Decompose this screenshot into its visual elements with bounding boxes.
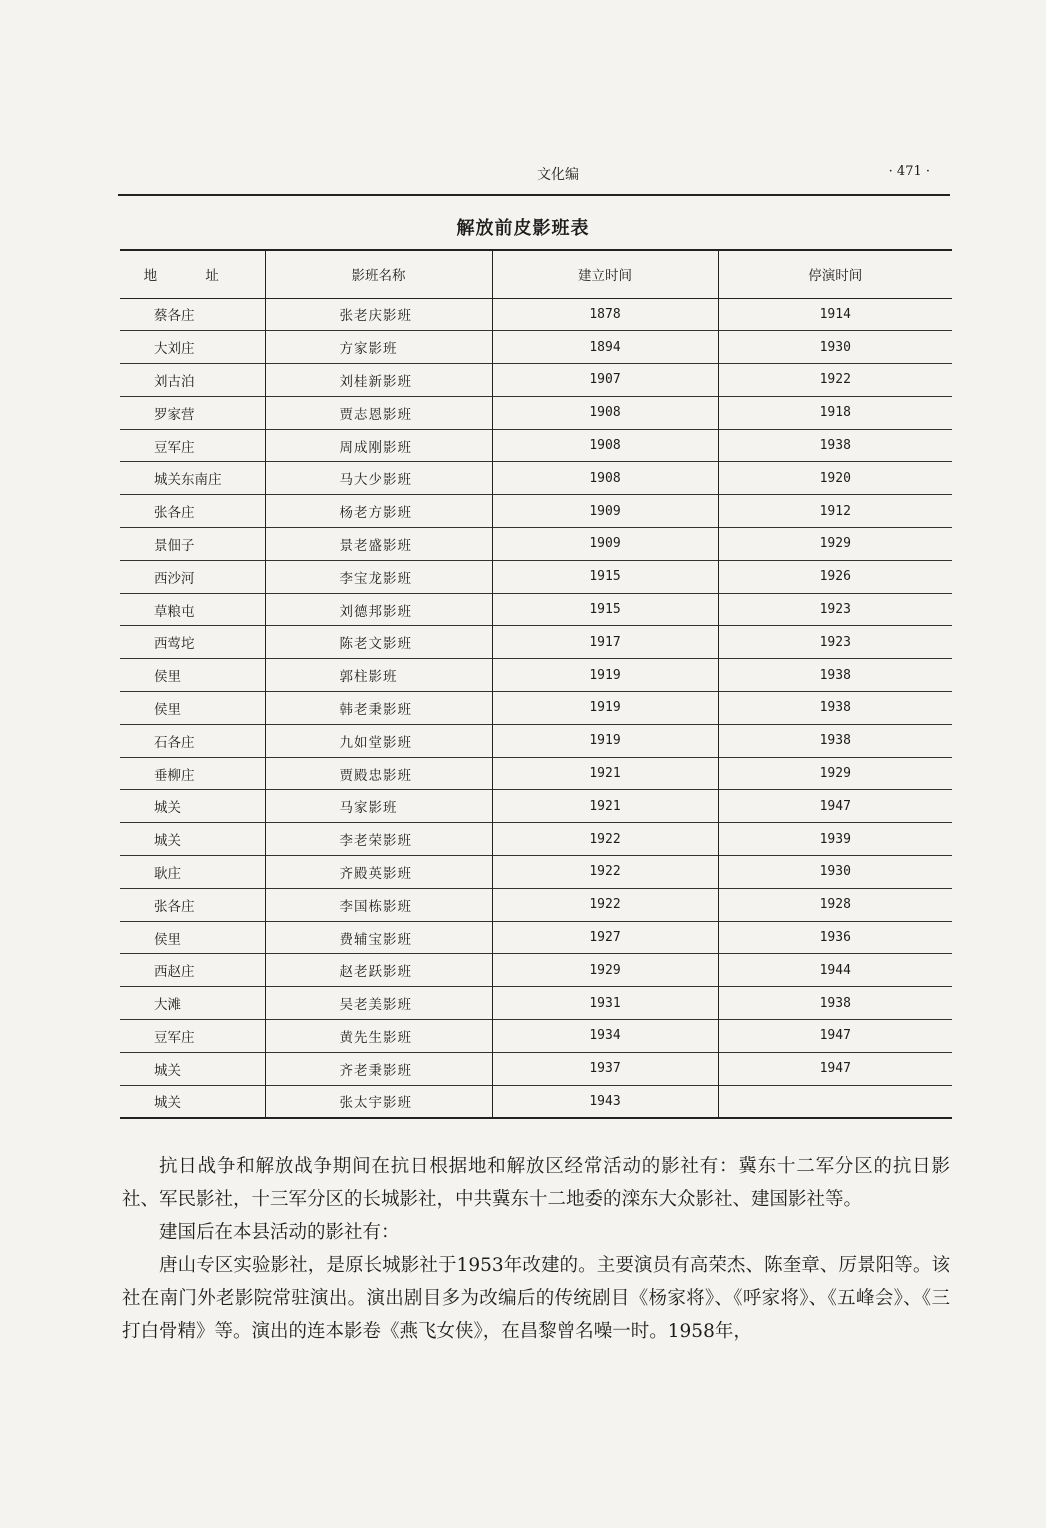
cell-ended: 1947 bbox=[718, 1052, 952, 1085]
table-row bbox=[120, 1020, 952, 1053]
cell-founded: 1921 bbox=[492, 757, 718, 790]
cell-troupe: 刘桂新影班 bbox=[265, 364, 492, 397]
cell-place: 大刘庄 bbox=[154, 341, 195, 358]
table-row bbox=[120, 1085, 952, 1118]
table-row bbox=[120, 790, 952, 823]
cell-troupe: 黄先生影班 bbox=[265, 1020, 492, 1053]
cell-founded: 1915 bbox=[492, 560, 718, 593]
body-text bbox=[122, 1150, 950, 1348]
cell-troupe: 马家影班 bbox=[265, 790, 492, 823]
cell-troupe: 齐老秉影班 bbox=[265, 1052, 492, 1085]
cell-ended: 1929 bbox=[718, 757, 952, 790]
cell-founded: 1929 bbox=[492, 954, 718, 987]
column-header-founded: 建立时间 bbox=[492, 250, 718, 298]
cell-troupe: 郭柱影班 bbox=[265, 659, 492, 692]
cell-place: 西赵庄 bbox=[154, 964, 195, 981]
table-body bbox=[120, 298, 952, 1118]
cell-ended: 1938 bbox=[718, 987, 952, 1020]
table-row bbox=[120, 429, 952, 462]
troupe-table bbox=[120, 249, 952, 1119]
cell-troupe: 李宝龙影班 bbox=[265, 560, 492, 593]
cell-founded: 1919 bbox=[492, 659, 718, 692]
cell-ended: 1938 bbox=[718, 724, 952, 757]
cell-founded: 1922 bbox=[492, 888, 718, 921]
cell-place: 西沙河 bbox=[154, 570, 195, 587]
cell-troupe: 吴老美影班 bbox=[265, 987, 492, 1020]
cell-troupe: 陈老文影班 bbox=[265, 626, 492, 659]
table-row bbox=[120, 528, 952, 561]
column-header-place: 地 址 bbox=[143, 268, 241, 285]
cell-place: 城关东南庄 bbox=[154, 472, 222, 489]
table-row bbox=[120, 396, 952, 429]
cell-place: 刘古泊 bbox=[154, 373, 195, 390]
cell-ended: 1936 bbox=[718, 921, 952, 954]
cell-ended bbox=[718, 1085, 952, 1118]
cell-ended: 1938 bbox=[718, 429, 952, 462]
page-number: · 471 · bbox=[888, 164, 930, 179]
cell-founded: 1921 bbox=[492, 790, 718, 823]
cell-ended: 1947 bbox=[718, 1020, 952, 1053]
cell-ended: 1922 bbox=[718, 364, 952, 397]
cell-troupe: 韩老秉影班 bbox=[265, 692, 492, 725]
cell-ended: 1912 bbox=[718, 495, 952, 528]
cell-ended: 1939 bbox=[718, 823, 952, 856]
table-row bbox=[120, 364, 952, 397]
running-header bbox=[118, 160, 950, 196]
table-row bbox=[120, 987, 952, 1020]
table-row bbox=[120, 692, 952, 725]
cell-place: 垂柳庄 bbox=[154, 767, 195, 784]
column-header-troupe: 影班名称 bbox=[265, 250, 492, 298]
cell-place: 大滩 bbox=[154, 997, 181, 1014]
cell-ended: 1923 bbox=[718, 593, 952, 626]
cell-troupe: 李老荣影班 bbox=[265, 823, 492, 856]
cell-ended: 1918 bbox=[718, 396, 952, 429]
table-row bbox=[120, 331, 952, 364]
cell-troupe: 费辅宝影班 bbox=[265, 921, 492, 954]
cell-place: 侯里 bbox=[154, 931, 181, 948]
cell-place: 城关 bbox=[154, 800, 181, 817]
cell-troupe: 张老庆影班 bbox=[265, 298, 492, 331]
cell-place: 侯里 bbox=[154, 701, 181, 718]
cell-founded: 1931 bbox=[492, 987, 718, 1020]
troupe-table-container bbox=[120, 249, 952, 1119]
table-title: 解放前皮影班表 bbox=[456, 218, 590, 239]
cell-troupe: 贾志恩影班 bbox=[265, 396, 492, 429]
cell-ended: 1926 bbox=[718, 560, 952, 593]
cell-founded: 1934 bbox=[492, 1020, 718, 1053]
cell-place: 张各庄 bbox=[154, 898, 195, 915]
paragraph: 抗日战争和解放战争期间在抗日根据地和解放区经常活动的影社有：冀东十二军分区的抗日影社、军民影社，十三军分区的长城影社，中共冀东十二地委的滦东大众影社、建国影社等。 bbox=[122, 1156, 950, 1210]
cell-troupe: 方家影班 bbox=[265, 331, 492, 364]
cell-founded: 1919 bbox=[492, 692, 718, 725]
cell-ended: 1944 bbox=[718, 954, 952, 987]
cell-ended: 1938 bbox=[718, 659, 952, 692]
cell-ended: 1938 bbox=[718, 692, 952, 725]
table-row bbox=[120, 626, 952, 659]
cell-place: 豆军庄 bbox=[154, 1029, 195, 1046]
cell-founded: 1878 bbox=[492, 298, 718, 331]
column-header-ended: 停演时间 bbox=[718, 250, 952, 298]
table-row bbox=[120, 724, 952, 757]
cell-founded: 1922 bbox=[492, 856, 718, 889]
cell-place: 张各庄 bbox=[154, 505, 195, 522]
cell-ended: 1923 bbox=[718, 626, 952, 659]
table-row bbox=[120, 1052, 952, 1085]
paragraph: 唐山专区实验影社，是原长城影社于1953年改建的。主要演员有高荣杰、陈奎章、厉景阳等。该社在南门外老影院常驻演出。演出剧目多为改编后的传统剧目《杨家将》、《呼家将》、《五峰会》、《三打白骨精》等。演出的连本影卷《燕飞女侠》，在昌黎曾名噪一时。1958年， bbox=[122, 1255, 950, 1342]
cell-founded: 1909 bbox=[492, 495, 718, 528]
cell-founded: 1908 bbox=[492, 429, 718, 462]
cell-place: 城关 bbox=[154, 1095, 181, 1112]
table-row bbox=[120, 298, 952, 331]
cell-ended: 1930 bbox=[718, 331, 952, 364]
cell-founded: 1915 bbox=[492, 593, 718, 626]
cell-founded: 1894 bbox=[492, 331, 718, 364]
table-row bbox=[120, 954, 952, 987]
table-row bbox=[120, 856, 952, 889]
cell-place: 城关 bbox=[154, 1062, 181, 1079]
table-row bbox=[120, 659, 952, 692]
cell-founded: 1907 bbox=[492, 364, 718, 397]
cell-troupe: 齐殿英影班 bbox=[265, 856, 492, 889]
cell-founded: 1908 bbox=[492, 462, 718, 495]
table-row bbox=[120, 757, 952, 790]
cell-place: 罗家营 bbox=[154, 406, 195, 423]
cell-ended: 1920 bbox=[718, 462, 952, 495]
table-row bbox=[120, 823, 952, 856]
cell-place: 蔡各庄 bbox=[154, 308, 195, 325]
cell-founded: 1908 bbox=[492, 396, 718, 429]
cell-place: 耿庄 bbox=[154, 865, 181, 882]
table-row bbox=[120, 921, 952, 954]
cell-ended: 1914 bbox=[718, 298, 952, 331]
cell-founded: 1943 bbox=[492, 1085, 718, 1118]
cell-place: 西莺坨 bbox=[154, 636, 195, 653]
cell-place: 侯里 bbox=[154, 669, 181, 686]
cell-founded: 1917 bbox=[492, 626, 718, 659]
table-row bbox=[120, 593, 952, 626]
cell-troupe: 周成刚影班 bbox=[265, 429, 492, 462]
cell-founded: 1937 bbox=[492, 1052, 718, 1085]
table-header-row bbox=[120, 250, 952, 298]
cell-founded: 1922 bbox=[492, 823, 718, 856]
cell-founded: 1927 bbox=[492, 921, 718, 954]
table-row bbox=[120, 495, 952, 528]
table-row bbox=[120, 560, 952, 593]
cell-founded: 1909 bbox=[492, 528, 718, 561]
cell-troupe: 杨老方影班 bbox=[265, 495, 492, 528]
cell-troupe: 刘德邦影班 bbox=[265, 593, 492, 626]
cell-troupe: 张太宇影班 bbox=[265, 1085, 492, 1118]
cell-place: 景佃子 bbox=[154, 537, 195, 554]
cell-place: 城关 bbox=[154, 833, 181, 850]
cell-ended: 1928 bbox=[718, 888, 952, 921]
cell-troupe: 景老盛影班 bbox=[265, 528, 492, 561]
cell-ended: 1947 bbox=[718, 790, 952, 823]
cell-troupe: 九如堂影班 bbox=[265, 724, 492, 757]
cell-place: 草粮屯 bbox=[154, 603, 195, 620]
cell-founded: 1919 bbox=[492, 724, 718, 757]
cell-ended: 1930 bbox=[718, 856, 952, 889]
section-name: 文化编 bbox=[537, 167, 579, 183]
table-row bbox=[120, 888, 952, 921]
cell-place: 豆军庄 bbox=[154, 439, 195, 456]
cell-place: 石各庄 bbox=[154, 734, 195, 751]
cell-troupe: 马大少影班 bbox=[265, 462, 492, 495]
cell-troupe: 贾殿忠影班 bbox=[265, 757, 492, 790]
cell-troupe: 赵老跃影班 bbox=[265, 954, 492, 987]
table-header bbox=[120, 250, 952, 298]
cell-troupe: 李国栋影班 bbox=[265, 888, 492, 921]
paragraph: 建国后在本县活动的影社有： bbox=[159, 1222, 400, 1243]
table-row bbox=[120, 462, 952, 495]
cell-ended: 1929 bbox=[718, 528, 952, 561]
